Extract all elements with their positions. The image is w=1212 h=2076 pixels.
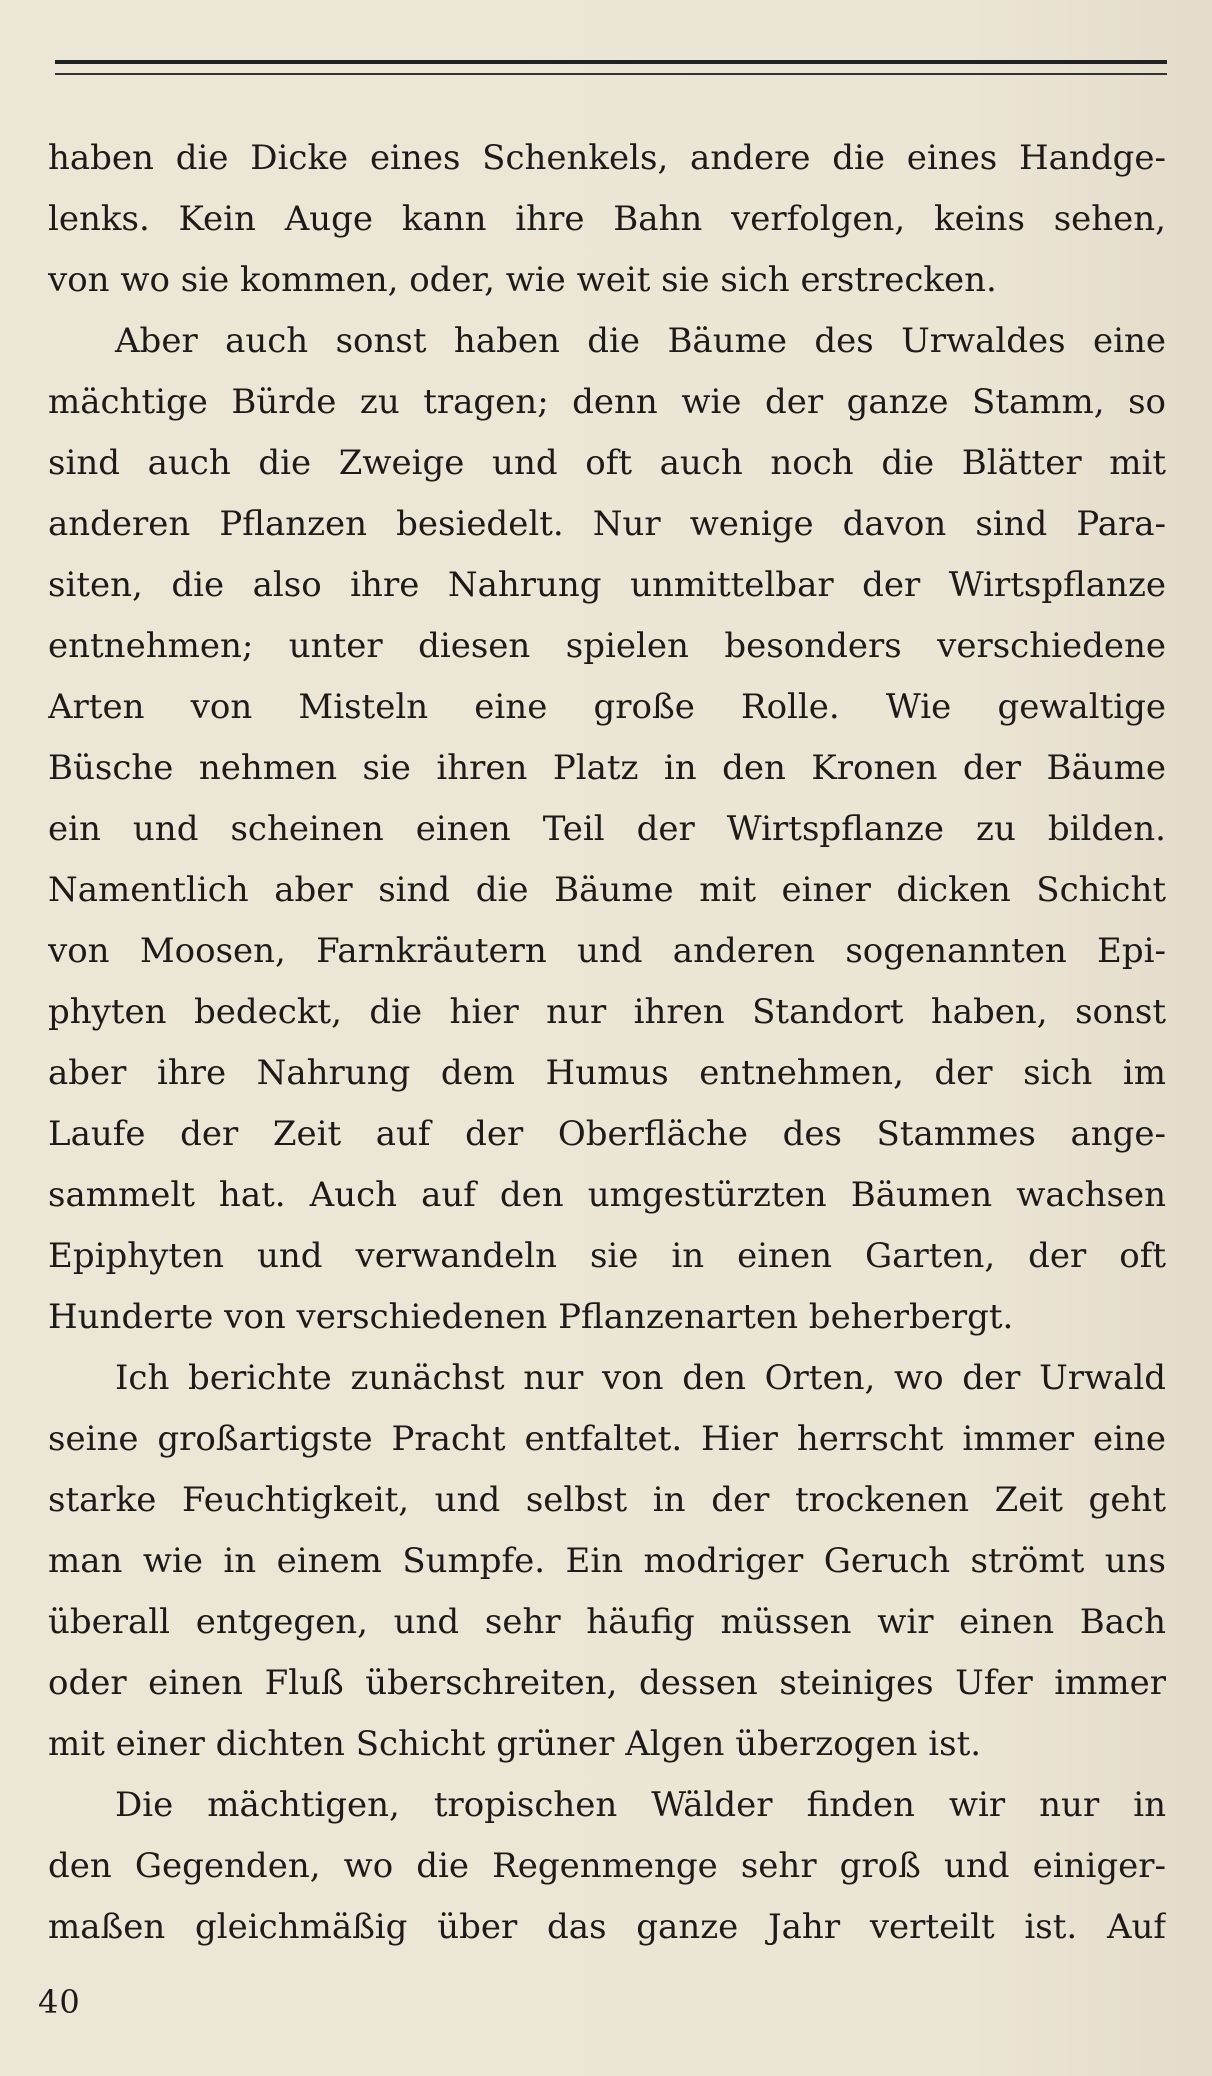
text-line: entnehmen; unter diesen spielen besonders verschiedene	[48, 626, 1166, 666]
text-line: Namentlich aber sind die Bäume mit einer dicken Schicht	[48, 870, 1166, 910]
text-line: Arten von Misteln eine große Rolle. Wie gewaltige	[48, 687, 1166, 727]
text-line: von wo sie kommen, oder, wie weit sie sich erstrecken.	[48, 260, 997, 300]
header-rule-thick	[55, 60, 1167, 64]
text-line: oder einen Fluß überschreiten, dessen steiniges Ufer immer	[48, 1663, 1166, 1703]
text-line: haben die Dicke eines Schenkels, andere die eines Handge-	[48, 138, 1166, 178]
header-rule-thin	[55, 73, 1167, 75]
text-line: maßen gleichmäßig über das ganze Jahr verteilt ist. Auf	[48, 1907, 1166, 1947]
text-line: aber ihre Nahrung dem Humus entnehmen, der sich im	[48, 1053, 1166, 1093]
text-line: Laufe der Zeit auf der Oberfläche des Stammes ange-	[48, 1114, 1166, 1154]
text-line: starke Feuchtigkeit, und selbst in der trockenen Zeit geht	[48, 1480, 1166, 1520]
text-line: phyten bedeckt, die hier nur ihren Standort haben, sonst	[48, 992, 1166, 1032]
text-line: man wie in einem Sumpfe. Ein modriger Geruch strömt uns	[48, 1541, 1166, 1581]
text-line: Epiphyten und verwandeln sie in einen Garten, der oft	[48, 1236, 1166, 1276]
text-line: Ich berichte zunächst nur von den Orten, wo der Urwald	[115, 1358, 1166, 1398]
text-line: anderen Pflanzen besiedelt. Nur wenige davon sind Para-	[48, 504, 1166, 544]
text-line: lenks. Kein Auge kann ihre Bahn verfolgen, keins sehen,	[48, 199, 1166, 239]
text-line: den Gegenden, wo die Regenmenge sehr groß und einiger-	[48, 1846, 1166, 1886]
text-line: Aber auch sonst haben die Bäume des Urwaldes eine	[115, 321, 1166, 361]
text-line: Hunderte von verschiedenen Pflanzenarten beherbergt.	[48, 1297, 1014, 1337]
text-line: seine großartigste Pracht entfaltet. Hier herrscht immer eine	[48, 1419, 1166, 1459]
text-line: überall entgegen, und sehr häufig müssen wir einen Bach	[48, 1602, 1166, 1642]
text-line: sind auch die Zweige und oft auch noch die Blätter mit	[48, 443, 1166, 483]
text-line: mit einer dichten Schicht grüner Algen überzogen ist.	[48, 1724, 982, 1764]
text-line: sammelt hat. Auch auf den umgestürzten Bäumen wachsen	[48, 1175, 1166, 1215]
text-line: mächtige Bürde zu tragen; denn wie der ganze Stamm, so	[48, 382, 1166, 422]
text-line: siten, die also ihre Nahrung unmittelbar der Wirtspflanze	[48, 565, 1166, 605]
text-line: Die mächtigen, tropischen Wälder finden wir nur in	[115, 1785, 1166, 1825]
text-line: Büsche nehmen sie ihren Platz in den Kronen der Bäume	[48, 748, 1166, 788]
text-line: von Moosen, Farnkräutern und anderen sogenannten Epi-	[48, 931, 1166, 971]
page-number: 40	[38, 1983, 81, 2021]
body-text	[48, 128, 1166, 1958]
text-line: ein und scheinen einen Teil der Wirtspflanze zu bilden.	[48, 809, 1166, 849]
